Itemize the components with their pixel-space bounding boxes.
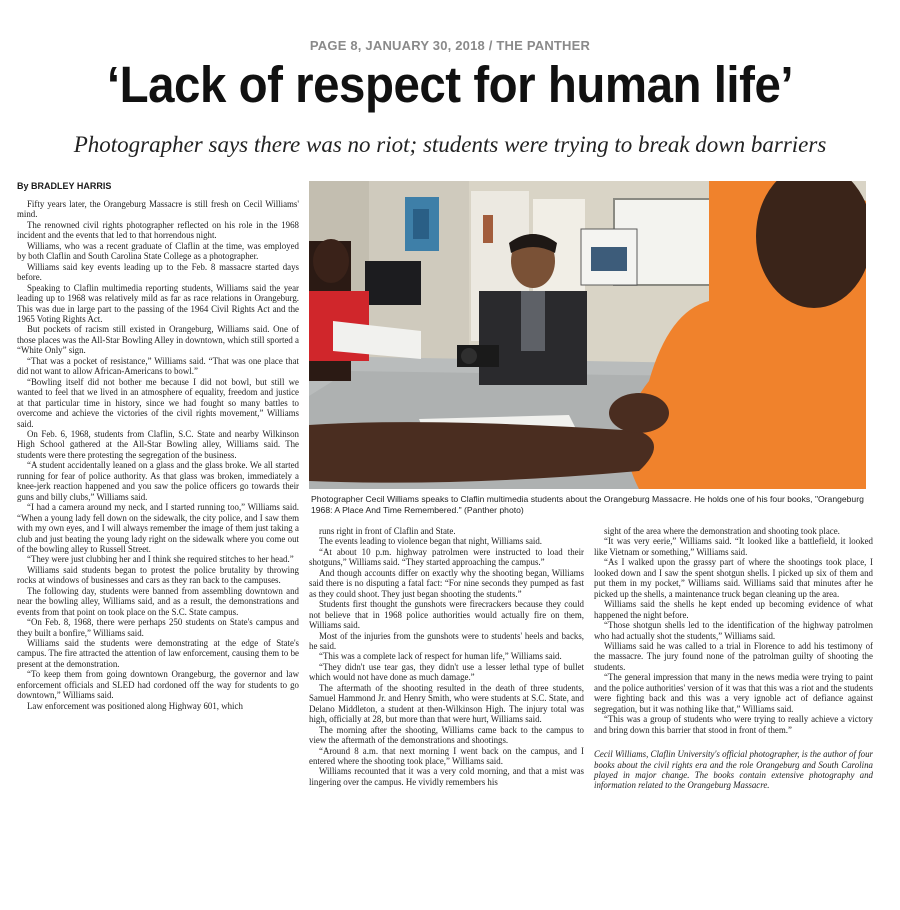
paragraph: Williams said the students were demonstrating at the edge of State's campus. The fire attracted the attention of law enforcement, causing them to be present at the demonstration. bbox=[17, 638, 299, 669]
paragraph: Williams said students began to protest the police brutality by throwing rocks at windows of businesses and cars as they ran back to the campuses. bbox=[17, 564, 299, 586]
page-folio: PAGE 8, JANUARY 30, 2018 / THE PANTHER bbox=[309, 38, 591, 53]
paragraph: “They didn't use tear gas, they didn't use a lesser lethal type of bullet which would not have done as much damage.” bbox=[309, 661, 584, 683]
subheadline: Photographer says there was no riot; students were trying to break down barriers bbox=[73, 132, 827, 157]
paragraph: runs right in front of Claflin and State. bbox=[319, 526, 456, 536]
paragraph: Students first thought the gunshots were firecrackers because they could not believe that in 1968 police authorities would actually fire on them, Williams said. bbox=[309, 599, 584, 631]
paragraph: Williams said the shells he kept ended up becoming evidence of what happened the night before. bbox=[594, 599, 873, 620]
paragraph: Fifty years later, the Orangeburg Massacre is still fresh on Cecil Williams' mind. bbox=[17, 199, 299, 220]
photo-caption: Photographer Cecil Williams speaks to Claflin multimedia students about the Orangeburg Massacre. He holds one of his four books, "Orangeburg 1968: A Place And Time Remembered." (Panther photo) bbox=[311, 494, 864, 515]
paragraph: On Feb. 6, 1968, students from Claflin, S.C. State and nearby Wilkinson High School gathered at the All-Star Bowling alley, Williams said. The students were there protesting the segregation of the business. bbox=[17, 428, 299, 460]
paragraph: “That was a pocket of resistance,” Williams said. “That was one place that did not want to allow African-Americans to bowl.” bbox=[17, 355, 299, 377]
author-tagline: Cecil Williams, Claflin University's official photographer, is the author of four books about the civil rights era and the role Orangeburg and South Carolina played in major change. The books contain extensive photography and information related to the Orangeburg Massacre. bbox=[594, 749, 873, 791]
paragraph: “As I walked upon the grassy part of where the shootings took place, I looked down and I saw the spent shotgun shells. I picked up six of them and put them in my pocket,” Williams said. Williams said that minutes after he picked up the shells, a maintenance truck began cleaning up the area. bbox=[594, 557, 873, 599]
paragraph: “Around 8 a.m. that next morning I went back on the campus, and I entered where the shooting took place,” Williams said. bbox=[309, 745, 584, 766]
paragraph: Law enforcement was positioned along Highway 601, which bbox=[27, 700, 243, 711]
paragraph: But pockets of racism still existed in Orangeburg, Williams said. One of those places was the All-Star Bowling Alley in downtown, which still sported a “White Only” sign. bbox=[17, 324, 299, 356]
paragraph: Williams said he was called to a trial in Florence to add his testimony of the massacre. The jury found none of the patrolman guilty of shooting the students. bbox=[594, 640, 873, 672]
paragraph: “To keep them from going downtown Orangeburg, the governor and law enforcement officials and SLED had cordoned off the way for students to go downtown,” Williams said. bbox=[17, 669, 299, 701]
paragraph: The aftermath of the shooting resulted in the death of three students, Samuel Hammond Jr. and Henry Smith, who were students at S.C. State, and Delano Middleton, a student at then-Wilkinson High. The injury total was high, officially at 28, but more than that were hurt, Williams said. bbox=[309, 682, 584, 725]
paragraph: “It was very eerie,” Williams said. “It looked like a battlefield, it looked like Vietnam or something,” Williams said. bbox=[594, 536, 873, 557]
paragraph: Williams said key events leading up to the Feb. 8 massacre started days before. bbox=[17, 261, 299, 283]
paragraph: And though accounts differ on exactly why the shooting began, Williams said there is no disputing a fatal fact: “For nine seconds they pumped as fast as they could shoot. They just began shooting the students.” bbox=[309, 567, 584, 599]
paragraph: Most of the injuries from the gunshots were to students' heels and backs, he said. bbox=[309, 630, 584, 651]
paragraph: “This was a complete lack of respect for human life,” Williams said. bbox=[319, 651, 562, 662]
paragraph: “At about 10 p.m. highway patrolmen were instructed to load their shotguns,” Williams said. “They started approaching the campus.” bbox=[309, 546, 584, 568]
paragraph: Williams, who was a recent graduate of Claflin at the time, was employed by both Claflin and South Carolina State College as a photographer. bbox=[17, 240, 299, 262]
paragraph: The morning after the shooting, Williams came back to the campus to view the aftermath of the demonstrations and shootings. bbox=[309, 724, 584, 746]
news-photo bbox=[309, 181, 866, 489]
paragraph: Williams recounted that it was a very cold morning, and that a mist was lingering over the campus. He vividly remembers his bbox=[309, 766, 584, 787]
article-column-3 bbox=[594, 526, 873, 791]
paragraph: The events leading to violence began that night, Williams said. bbox=[319, 536, 543, 547]
byline: By BRADLEY HARRIS bbox=[17, 181, 112, 191]
paragraph: The renowned civil rights photographer reflected on his role in the 1968 incident and the events that led to that horrendous night. bbox=[17, 219, 299, 241]
paragraph: “They were just clubbing her and I think she required stitches to her head.” bbox=[27, 554, 294, 565]
paragraph: sight of the area where the demonstration and shooting took place. bbox=[604, 526, 840, 536]
article-column-2 bbox=[309, 526, 584, 787]
classroom-photo-illustration bbox=[309, 181, 866, 489]
paragraph: “Bowling itself did not bother me because I did not bowl, but still we wanted to feel that we lived in an atmosphere of equality, freedom and justice at that particular time in history, since we had fought so many battles to overcome and achieve the victories of the civil rights movement,” Williams said. bbox=[17, 376, 299, 429]
paragraph: “I had a camera around my neck, and I started running too,” Williams said. “When a young lady fell down on the sidewalk, the city police, and I saw them with my own eyes, and I will always remember the image of them just taking a club and just beating the young lady right on the sidewalk where you come out of the bowling alley to Russell Street. bbox=[17, 502, 299, 554]
paragraph: Speaking to Claflin multimedia reporting students, Williams said the year leading up to 1968 was relatively mild as far as race relations in Orangeburg. This was due in large part to the passing of the 1964 Civil Rights Act and the 1965 Voting Rights Act. bbox=[17, 282, 299, 324]
paragraph: “The general impression that many in the news media were trying to paint and the police authorities' version of it was that this was a riot and the students were fighting back and this was a very ignoble act of defiance against segregation, but it was nothing like that,” Williams said. bbox=[594, 672, 873, 714]
paragraph: “A student accidentally leaned on a glass and the glass broke. We all started running for fear of police authority. As that glass was broken, immediately a knee-jerk reaction happened and you saw the police officers go towards their guns and billy clubs,” Williams said. bbox=[17, 460, 299, 502]
paragraph: “On Feb. 8, 1968, there were perhaps 250 students on State's campus and they built a bonfire,” Williams said. bbox=[17, 617, 299, 638]
paragraph: The following day, students were banned from assembling downtown and near the bowling alley, Williams said, and as a result, the demonstrations and events from that point on took place on the S.C. State campus. bbox=[17, 585, 299, 617]
headline: ‘Lack of respect for human life’ bbox=[106, 56, 794, 113]
article-column-1 bbox=[17, 199, 299, 711]
paragraph: “This was a group of students who were trying to really achieve a victory and bring down this barrier that stood in front of them.” bbox=[594, 714, 873, 735]
paragraph: “Those shotgun shells led to the identification of the highway patrolmen who had actually shot the students,” Williams said. bbox=[594, 620, 873, 641]
